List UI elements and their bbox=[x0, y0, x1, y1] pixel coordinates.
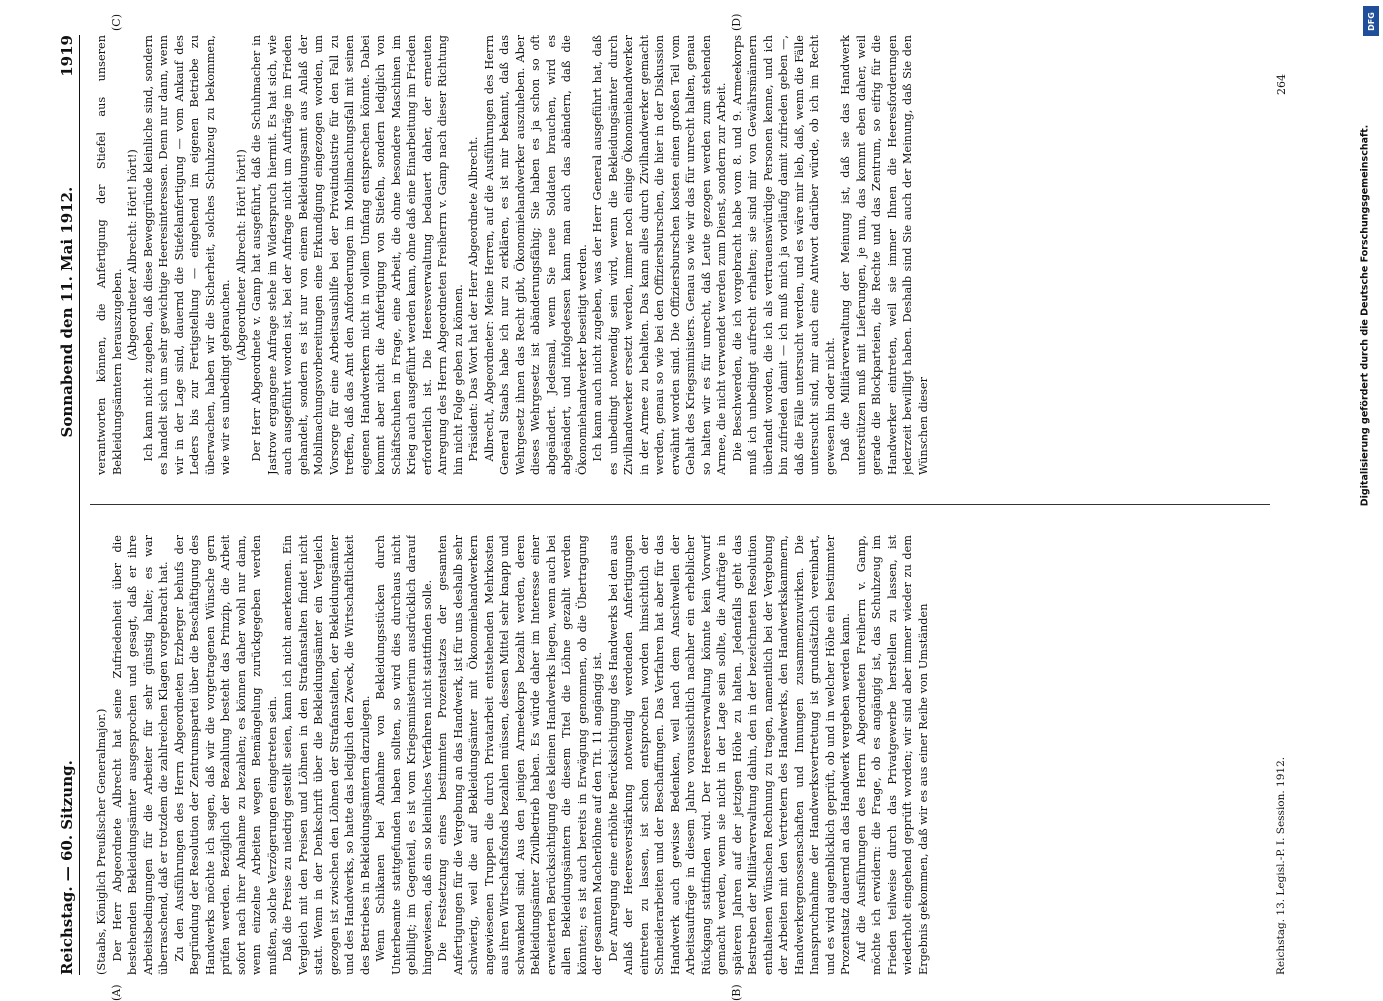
dfg-logo: DFG bbox=[1363, 6, 1379, 36]
paragraph: Daß die Militärverwaltung der Meinung ist, daß sie das Handwerk unterstützen muß mit Lieferungen, je nun, das kommt eben daher, weil gerade die Blockparteien, die Rechte und das Zentrum, so eifrig für die Handwerker eintreten, weil sie immer Ihnen die Heeresforderungen jederzeit bewilligt haben. Deshalb sind Sie auch der Meinung, daß Sie den Wünschen dieser bbox=[839, 35, 930, 475]
margin-marker-b: (B) bbox=[730, 984, 743, 1001]
paragraph: Daß die Preise zu niedrig gestellt seien, kann ich nicht anerkennen. Ein Vergleich mit den Preisen und Löhnen in den Strafanstalten findet nicht statt. Wenn in der Denkschrift über die Bekleidungsämter ein Vergleich gezogen ist zwischen den Löhnen der Strafanstalten, der Bekleidungsämter und des Handwerks, so hatte das lediglich den Zweck, die Wirtschaftlichkeit des Betriebes in Bekleidungsämtern darzulegen. bbox=[281, 535, 372, 975]
paragraph: Präsident: Das Wort hat der Herr Abgeordnete Albrecht. bbox=[467, 136, 480, 462]
page-header bbox=[50, 35, 80, 975]
margin-marker-d: (D) bbox=[730, 13, 743, 31]
interjection: (Abgeordneter Albrecht: Hört! hört!) bbox=[126, 149, 139, 361]
page-number: 264 bbox=[1275, 74, 1288, 95]
page-footer: Reichstag. 13. Legisl.-P. I. Session. 1912. bbox=[1275, 756, 1287, 975]
header-date: Sonnabend den 11. Mai 1912. bbox=[58, 186, 76, 438]
paragraph: Der Herr Abgeordnete Albrecht hat seine Zufriedenheit über die bestehenden Bekleidungsämter ausgesprochen und gesagt, daß er ihre Arbeitsbedingungen für die Arbeiter für sehr günstig halte; es war überraschend, daß er trotzdem die zahlreichen Klagen vorgebracht hat. bbox=[110, 535, 170, 975]
paragraph: Albrecht, Abgeordneter: Meine Herren, auf die Ausführungen des Herrn General Staabs habe ich nur zu erklären, es ist mir bekannt, daß das Wehrgesetz ihnen das Recht gibt, Ökonomiehandwerker auszuheben. Aber dieses Wehrgesetz ist abänderungsfähig; Sie haben es ja schon so oft abgeändert. Jedesmal, wenn Sie neue Soldaten brauchen, wird es abgeändert, und infolgedessen kann man auch das abändern, daß die Ökonomiehandwerker beseitigt werden. bbox=[482, 35, 589, 475]
paragraph: Wenn Schikanen bei Abnahme von Bekleidungsstücken durch Unterbeamte stattgefunden haben sollten, so wird dies durchaus nicht gebilligt; im Gegenteil, es ist vom Kriegsministerium ausdrücklich darauf hingewiesen, daß ein so kleinliches Verfahren nicht stattfinden solle. bbox=[374, 535, 434, 975]
paragraph: Auf die Ausführungen des Herrn Abgeordneten Freiherrn v. Gamp, möchte ich erwidern: die Frage, ob es angängig ist, das Schuhzeug im Frieden teilweise durch das Privatgewerbe herstellen zu lassen, ist wiederholt eingehend geprüft worden; wir sind aber immer wieder zu dem Ergebnis gekommen, daß wir es aus einer Reihe von Umständen bbox=[854, 535, 930, 975]
interjection: (Abgeordneter Albrecht: Hört! hört!) bbox=[234, 149, 248, 361]
page-content bbox=[50, 13, 1310, 1001]
paragraph: Die Festsetzung eines bestimmten Prozentsatzes der gesamten Anfertigungen für die Vergebung an das Handwerk, ist für uns deshalb sehr schwierig, weil die auf Bekleidungsämter mit Ökonomiehandwerkern angewiesenen Truppen die durch Privatarbeit entstehenden Mehrkosten aus ihren Wirtschaftsfonds bezahlen müssen, dessen Mittel sehr knapp und schwankend sind. Aus den jenigen Armeekorps bezahlt werden, deren Bekleidungsämter Zivilbetrieb haben. Es würde daher im Interesse einer erweiterten Berücksichtigung des kleinen Handwerks liegen, wenn auch bei allen Bekleidungsämtern die diesem Titel die Löhne gezahlt werden könnten; es ist auch bereits in Erwägung genommen, ob die Übertragung der gesamten Macherlöhne auf den Tit. 11 angängig ist. bbox=[436, 535, 604, 975]
margin-marker-c: (C) bbox=[110, 14, 123, 31]
digitization-note: Digitalisierung gefördert durch die Deutsche Forschungsgemeinschaft. bbox=[1359, 124, 1371, 507]
header-year: 1919 bbox=[58, 35, 76, 77]
paragraph: Der Herr Abgeordnete v. Gamp hat ausgeführt, daß die Schuhmacher in Jastrow ergangene Anfrage stehe im Widerspruch hiermit. Es hat sich, wie auch ausgeführt worden ist, bei der Anfrage nicht um Aufträge im Frieden gehandelt, sondern es ist nur von einem Bekleidungsamt aus Anlaß der Mobilmachungsvorbereitungen eine Erkundigung eingezogen worden, um Vorsorge für eine Arbeitsaushilfe bei der Privatindustrie für den Fall zu treffen, daß das Amt den Anforderungen im Mobilmachungsfall mit seinen eigenen Handwerkern nicht in vollem Umfang entsprechen könnte. Dabei kommt aber nicht die Anfertigung von Stiefeln, sondern lediglich von Schäftschuhen in Frage, eine Arbeit, die ohne besondere Maschinen im Krieg auch ausgeführt werden kann, ohne daß eine Einarbeitung im Frieden erforderlich ist. Die Heeresverwaltung bedauert daher, der erneuten Anregung des Herrn Abgeordneten Freiherrn v. Gamp nach dieser Richtung hin nicht Folge geben zu können. bbox=[250, 35, 465, 475]
right-column bbox=[94, 35, 1274, 475]
paragraph: Ich kann nicht zugeben, daß diese Beweggründe kleinliche sind, sondern es handelt sich um sehr gewichtige Heeresinteressen. Denn nur dann, wenn wir in der Lage sind, dauernd die Stiefelanfertigung — vom Ankauf des Leders bis zur Fertigstellung — eingehend im eigenen Betriebe zu überwachen, haben wir die Sicherheit, solches Schuhzeug zu bekommen, wie wir es unbedingt gebrauchen. bbox=[141, 35, 232, 475]
header-left: Reichstag. — 60. Sitzung. bbox=[58, 760, 76, 975]
paragraph: Der Anregung eine erhöhte Berücksichtigung des Handwerks bei den aus Anlaß der Heeresverstärkung notwendig werdenden Anfertigungen eintreten zu lassen, ist schon entsprochen worden hinsichtlich der Schneiderarbeiten und der Beschaffungen. Das Verfahren hat aber für das Handwerk auch gewisse Bedenken, weil nach dem Anschwellen der Arbeitsaufträge in diesem Jahre voraussichtlich nachher ein erheblicher Rückgang stattfinden wird. Der Heeresverwaltung könnte kein Vorwurf gemacht werden, wenn sie nicht in der Lage sein sollte, die Aufträge in späteren Jahren auf der jetzigen Höhe zu halten. Jedenfalls geht das Bestreben der Militärverwaltung dahin, den in der bezeichneten Resolution enthaltenen Wünschen Rechnung zu tragen, namentlich bei der Vergebung der Arbeiten mit den Vertretern des Handwerks, den Handwerkskammern, Handwerkergenossenschaften und Innungen zusammenzuwirken. Die Inanspruchnahme der Handwerksvertretung ist grundsätzlich vereinbart, und es wird augenblicklich geprüft, ob und in welcher Höhe ein bestimmter Prozentsatz dauernd an das Handwerk vergeben werden kann. bbox=[606, 535, 852, 975]
margin-marker-a: (A) bbox=[110, 984, 123, 1001]
paragraph: Ich kann auch nicht zugeben, was der Herr General ausgeführt hat, daß es unbedingt notwendig sein wird, wenn die Bekleidungsämter durch Zivilhandwerker ersetzt werden, immer noch einige Ökonomiehandwerker in der Armee zu behalten. Das kann alles durch Zivilhandwerker gemacht werden, genau so wie bei den Offiziersburschen, die hier in der Diskussion erwähnt worden sind. Die Offiziersburschen kosten einen großen Teil vom Gehalt des Kriegsministers. Genau so wie wir das für unrecht halten, genau so halten wir es für unrecht, daß Leute gezogen werden zum stehenden Armee, die nicht verwendet werden zum Dienst, sondern zur Arbeit. bbox=[591, 35, 728, 475]
scanned-page bbox=[40, 0, 1330, 1000]
speaker-line: (Staabs, Königlich Preußischer Generalmajor.) bbox=[95, 708, 108, 975]
paragraph: verantworten können, die Anfertigung der Stiefel aus unseren Bekleidungsämtern herauszugeben. bbox=[95, 35, 124, 475]
paragraph: Zu den Ausführungen des Herrn Abgeordneten Erzberger behufs der Begründung der Resolution der Zentrumspartei über die Beschäftigung des Handwerks möchte ich sagen, daß wir die vorgetragenen Wünsche gern prüfen werden. Bezüglich der Bezahlung besteht das Prinzip, die Arbeit sofort nach ihrer Abnahme zu bezahlen; es können daher wohl nur dann, wenn einzelne Arbeiten wegen Bemängelung zurückgegeben werden mußten, solche Verzögerungen eingetreten sein. bbox=[172, 535, 279, 975]
paragraph: Die Beschwerden, die ich vorgebracht habe vom 8. und 9. Armeekorps muß ich unbedingt aufrecht erhalten; sie sind mir von Gewährsmännern überlandt worden, die ich als vertrauenswürdige Personen kenne, und ich bin zufrieden damit — ich muß mich ja vorläufig damit zufrieden geben —, daß die Fälle untersucht werden, und es wäre mir lieb, daß, wenn die Fälle untersucht sind, mir auch eine Antwort darüber würde, ob ich im Recht gewesen bin oder nicht. bbox=[730, 35, 837, 475]
column-divider bbox=[90, 504, 1270, 505]
left-column bbox=[94, 535, 1274, 975]
digitization-sidebar bbox=[1353, 0, 1383, 1000]
